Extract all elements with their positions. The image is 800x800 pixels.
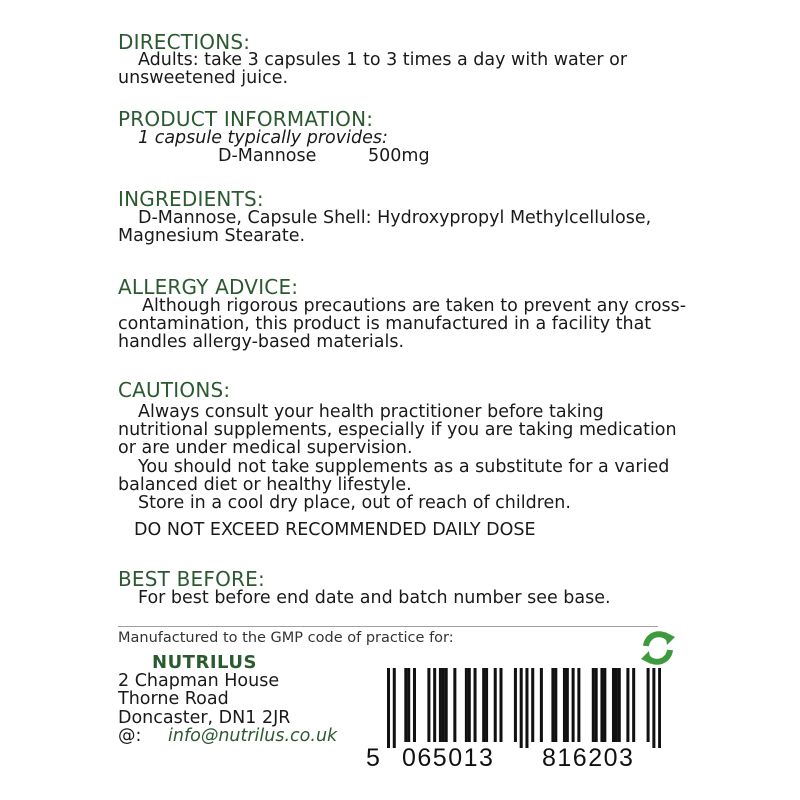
directions-heading: DIRECTIONS: [118,30,251,54]
best-before-heading: BEST BEFORE: [118,567,265,591]
barcode-bar [595,668,598,742]
barcode-bar [600,668,603,742]
barcode-bar [520,668,523,748]
barcode-bar [482,668,485,742]
daily-dose-warning: DO NOT EXCEED RECOMMENDED DAILY DOSE [134,520,536,540]
cautions-text-2: You should not take supplements as a substitute for a varied balanced diet or healthy lifestyle. [118,457,670,495]
barcode-digits-right: 816203 [542,744,635,772]
ingredients-heading: INGREDIENTS: [118,187,264,211]
email-prefix: @: [118,726,142,746]
barcode-bar [413,668,416,742]
barcode-bar [442,668,445,742]
barcode-bar [540,668,543,742]
barcode-bar [658,668,661,748]
barcode-bar [474,668,477,742]
section-divider [118,626,658,627]
cautions-text-3: Store in a cool dry place, out of reach of children. [138,493,571,513]
barcode-bar [531,668,534,742]
barcode-bar [647,668,650,742]
barcode-bar [551,668,554,742]
cautions-heading: CAUTIONS: [118,378,231,402]
barcode-bar [566,668,569,742]
barcode-bar [485,668,488,742]
barcode [387,668,661,748]
barcode-bar [465,668,468,742]
barcode-bar [612,668,615,742]
best-before-text: For best before end date and batch number see base. [138,588,611,608]
barcode-bar [626,668,629,742]
directions-text: Adults: take 3 capsules 1 to 3 times a day with water or unsweetened juice. [118,50,628,88]
barcode-bar [494,668,497,742]
barcode-bar [615,668,618,742]
barcode-bar [393,668,396,748]
barcode-bar [427,668,430,742]
product-information-subheading: 1 capsule typically provides: [138,128,388,148]
address-line-1: 2 Chapman House [118,671,280,691]
barcode-bar [514,668,517,742]
barcode-bar [453,668,456,742]
barcode-bar [387,668,390,748]
barcode-bar [577,668,580,742]
barcode-bar [525,668,528,748]
barcode-bar [433,668,436,742]
manufacturer-intro: Manufactured to the GMP code of practice for: [118,630,454,646]
barcode-digits-left: 065013 [402,744,495,772]
address-line-3: Doncaster, DN1 2JR [118,708,291,728]
cautions-text-1: Always consult your health practitioner before taking nutritional supplements, especially if you are taking medication or are under medical supervision. [118,402,677,458]
barcode-bar [618,668,621,742]
barcode-bar [407,668,410,742]
barcode-bar [603,668,606,742]
barcode-bar [445,668,448,742]
barcode-bar [439,668,442,742]
barcode-bar [563,668,566,742]
email-link[interactable]: info@nutrilus.co.uk [168,726,338,746]
barcode-bar [499,668,502,742]
barcode-bar [652,668,655,748]
barcode-digit-first: 5 [366,744,382,772]
ingredient-amount: 500mg [368,146,430,166]
ingredients-text: D-Mannose, Capsule Shell: Hydroxypropyl Methylcellulose, Magnesium Stearate. [118,208,652,246]
ingredient-name: D-Mannose [218,146,317,166]
recycle-icon [638,628,678,668]
barcode-bar [592,668,595,742]
allergy-advice-text: Although rigorous precautions are taken to prevent any cross-contamination, this product is manufactured in a facility that handles allergy-based materials. [118,296,687,352]
barcode-bar [572,668,575,742]
product-information-heading: PRODUCT INFORMATION: [118,107,374,131]
barcode-bar [404,668,407,742]
barcode-bar [632,668,635,742]
brand-name: NUTRILUS [152,652,257,673]
address-line-2: Thorne Road [118,689,229,709]
barcode-bar [554,668,557,742]
barcode-bar [468,668,471,742]
allergy-advice-heading: ALLERGY ADVICE: [118,275,299,299]
